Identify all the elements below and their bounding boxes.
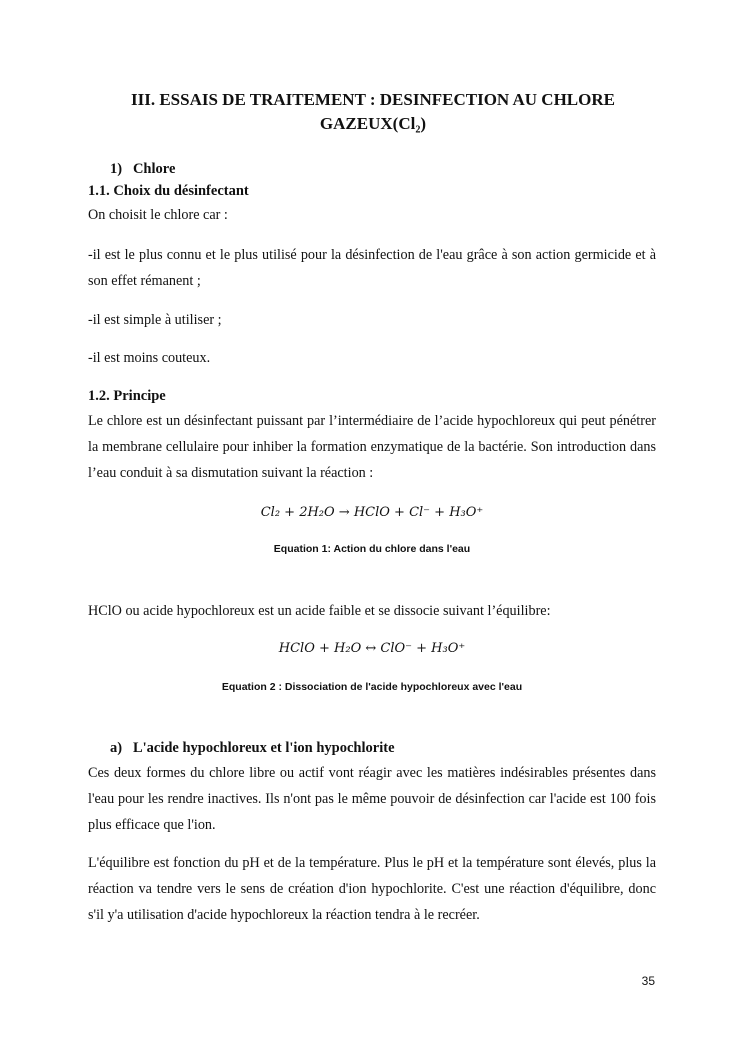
subsection-heading-hypochlorite: a) L'acide hypochloreux et l'ion hypochlorite [110, 740, 395, 756]
section-heading-chlore: 1) Chlore [110, 161, 176, 177]
hypochlorite-paragraph-1: Ces deux formes du chlore libre ou actif vont réagir avec les matières indésirables présentes dans l'eau pour les rendre inactives. Ils n'ont pas le même pouvoir de désinfection car l'acide est 100 fois plus efficace que l'ion. [88, 765, 656, 833]
subsection-heading-choix: 1.1. Choix du désinfectant [88, 183, 249, 199]
equation-2-caption: Equation 2 : Dissociation de l'acide hypochloreux avec l'eau [221, 681, 523, 693]
hypochlorite-paragraph-2: L'équilibre est fonction du pH et de la température. Plus le pH et la température sont élevés, plus la réaction va tendre vers le sens de création d'ion hypochlorite. C'est une réaction d'équilibre, donc s'il y'a utilisation d'acide hypochloreux la réaction tendra à le recréer. [88, 855, 656, 923]
equation-2: HClO + H₂O ↔ ClO⁻ + H₃O⁺ [278, 641, 466, 656]
bullet-simple: -il est simple à utiliser ; [88, 312, 222, 328]
subsection-heading-principe: 1.2. Principe [88, 388, 166, 404]
bullet-couteux: -il est moins couteux. [88, 350, 211, 366]
intro-text: On choisit le chlore car : [88, 207, 228, 223]
page-title [88, 88, 658, 136]
title-line-2: GAZEUX(Cl₂) [319, 114, 427, 133]
page-number: 35 [641, 974, 655, 988]
title-line-1: III. ESSAIS DE TRAITEMENT : DESINFECTION AU CHLORE [130, 90, 615, 109]
equation-1-caption: Equation 1: Action du chlore dans l'eau [273, 543, 471, 555]
equation-1: Cl₂ + 2H₂O → HClO + Cl⁻ + H₃O⁺ [260, 505, 484, 520]
hclo-paragraph: HClO ou acide hypochloreux est un acide faible et se dissocie suivant l’équilibre: [88, 603, 551, 619]
bullet-germicide: -il est le plus connu et le plus utilisé pour la désinfection de l'eau grâce à son action germicide et à son effet rémanent ; [88, 247, 656, 289]
principe-paragraph: Le chlore est un désinfectant puissant par l’intermédiaire de l’acide hypochloreux qui peut pénétrer la membrane cellulaire pour inhiber la formation enzymatique de la bactérie. Son introduction dans l’eau conduit à sa dismutation suivant la réaction : [88, 413, 656, 481]
